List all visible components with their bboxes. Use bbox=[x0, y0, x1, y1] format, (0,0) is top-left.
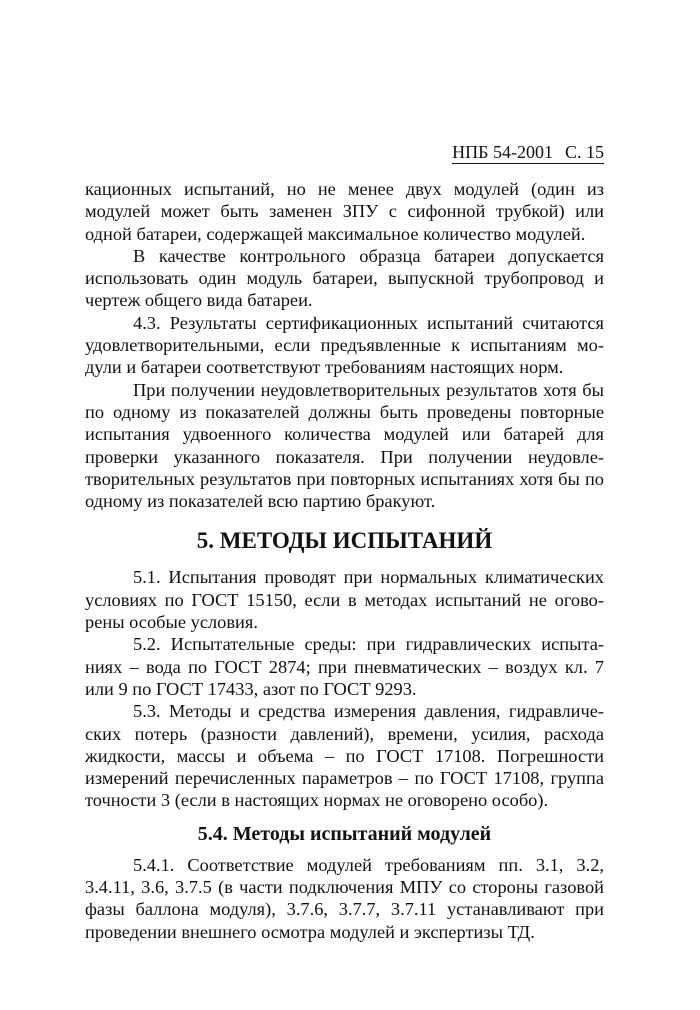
subsection-heading-5-4: 5.4. Методы испытаний модулей bbox=[197, 822, 492, 845]
paragraph: При получении неудовлетворительных результатов хотя бы по одному из показателей должны быть проведены повторные испытания удвоенного количества модулей или батарей для проверки указанного показателя. При получении неудовлетворительных результатов при повторных испытаниях хотя бы по одному из показателей всю партию бракуют. bbox=[85, 379, 604, 512]
paragraph-4-3: 4.3. Результаты сертификационных испытаний считаются удовлетворительными, если предъявленные к испытаниям модули и батареи соответствуют требованиям настоящих норм. bbox=[85, 312, 604, 378]
paragraph-5-1: 5.1. Испытания проводят при нормальных климатических условиях по ГОСТ 15150, если в методах испытаний не оговорены особые условия. bbox=[85, 567, 604, 633]
paragraph-5-2: 5.2. Испытательные среды: при гидравлических испытаниях – вода по ГОСТ 2874; при пневматических – воздух кл. 7 или 9 по ГОСТ 17433, азот по ГОСТ 9293. bbox=[85, 634, 604, 699]
section-heading-5: 5. МЕТОДЫ ИСПЫТАНИЙ bbox=[196, 528, 493, 554]
paragraph-continuation: кационных испытаний, но не менее двух модулей (один из модулей может быть заменен ЗПУ с сифонной трубкой) или одной батареи, содержащей максимальное количество модулей. bbox=[85, 179, 604, 244]
document-page bbox=[85, 0, 604, 1010]
paragraph-5-3: 5.3. Методы и средства измерения давления, гидравлических потерь (разности давлений), времени, усилия, расхода жидкости, массы и объема – по ГОСТ 17108. Погрешности измерений перечисленных параметров – по ГОСТ 17108, группа точности 3 (если в настоящих нормах не оговорено особо). bbox=[85, 701, 604, 811]
document-body bbox=[85, 178, 604, 943]
paragraph: В качестве контрольного образца батареи допускается использовать один модуль батареи, выпускной трубопровод и чертеж общего вида батареи. bbox=[85, 245, 604, 311]
running-header bbox=[452, 142, 604, 164]
doc-code: НПБ 54-2001 bbox=[452, 142, 553, 162]
page-number: С. 15 bbox=[564, 142, 604, 162]
paragraph-5-4-1: 5.4.1. Соответствие модулей требованиям пп. 3.1, 3.2, 3.4.11, 3.6, 3.7.5 (в части подключения МПУ со стороны газовой фазы баллона модуля), 3.7.6, 3.7.7, 3.7.11 устанавливают при проведении внешнего осмотра модулей и экспертизы ТД. bbox=[85, 854, 604, 942]
